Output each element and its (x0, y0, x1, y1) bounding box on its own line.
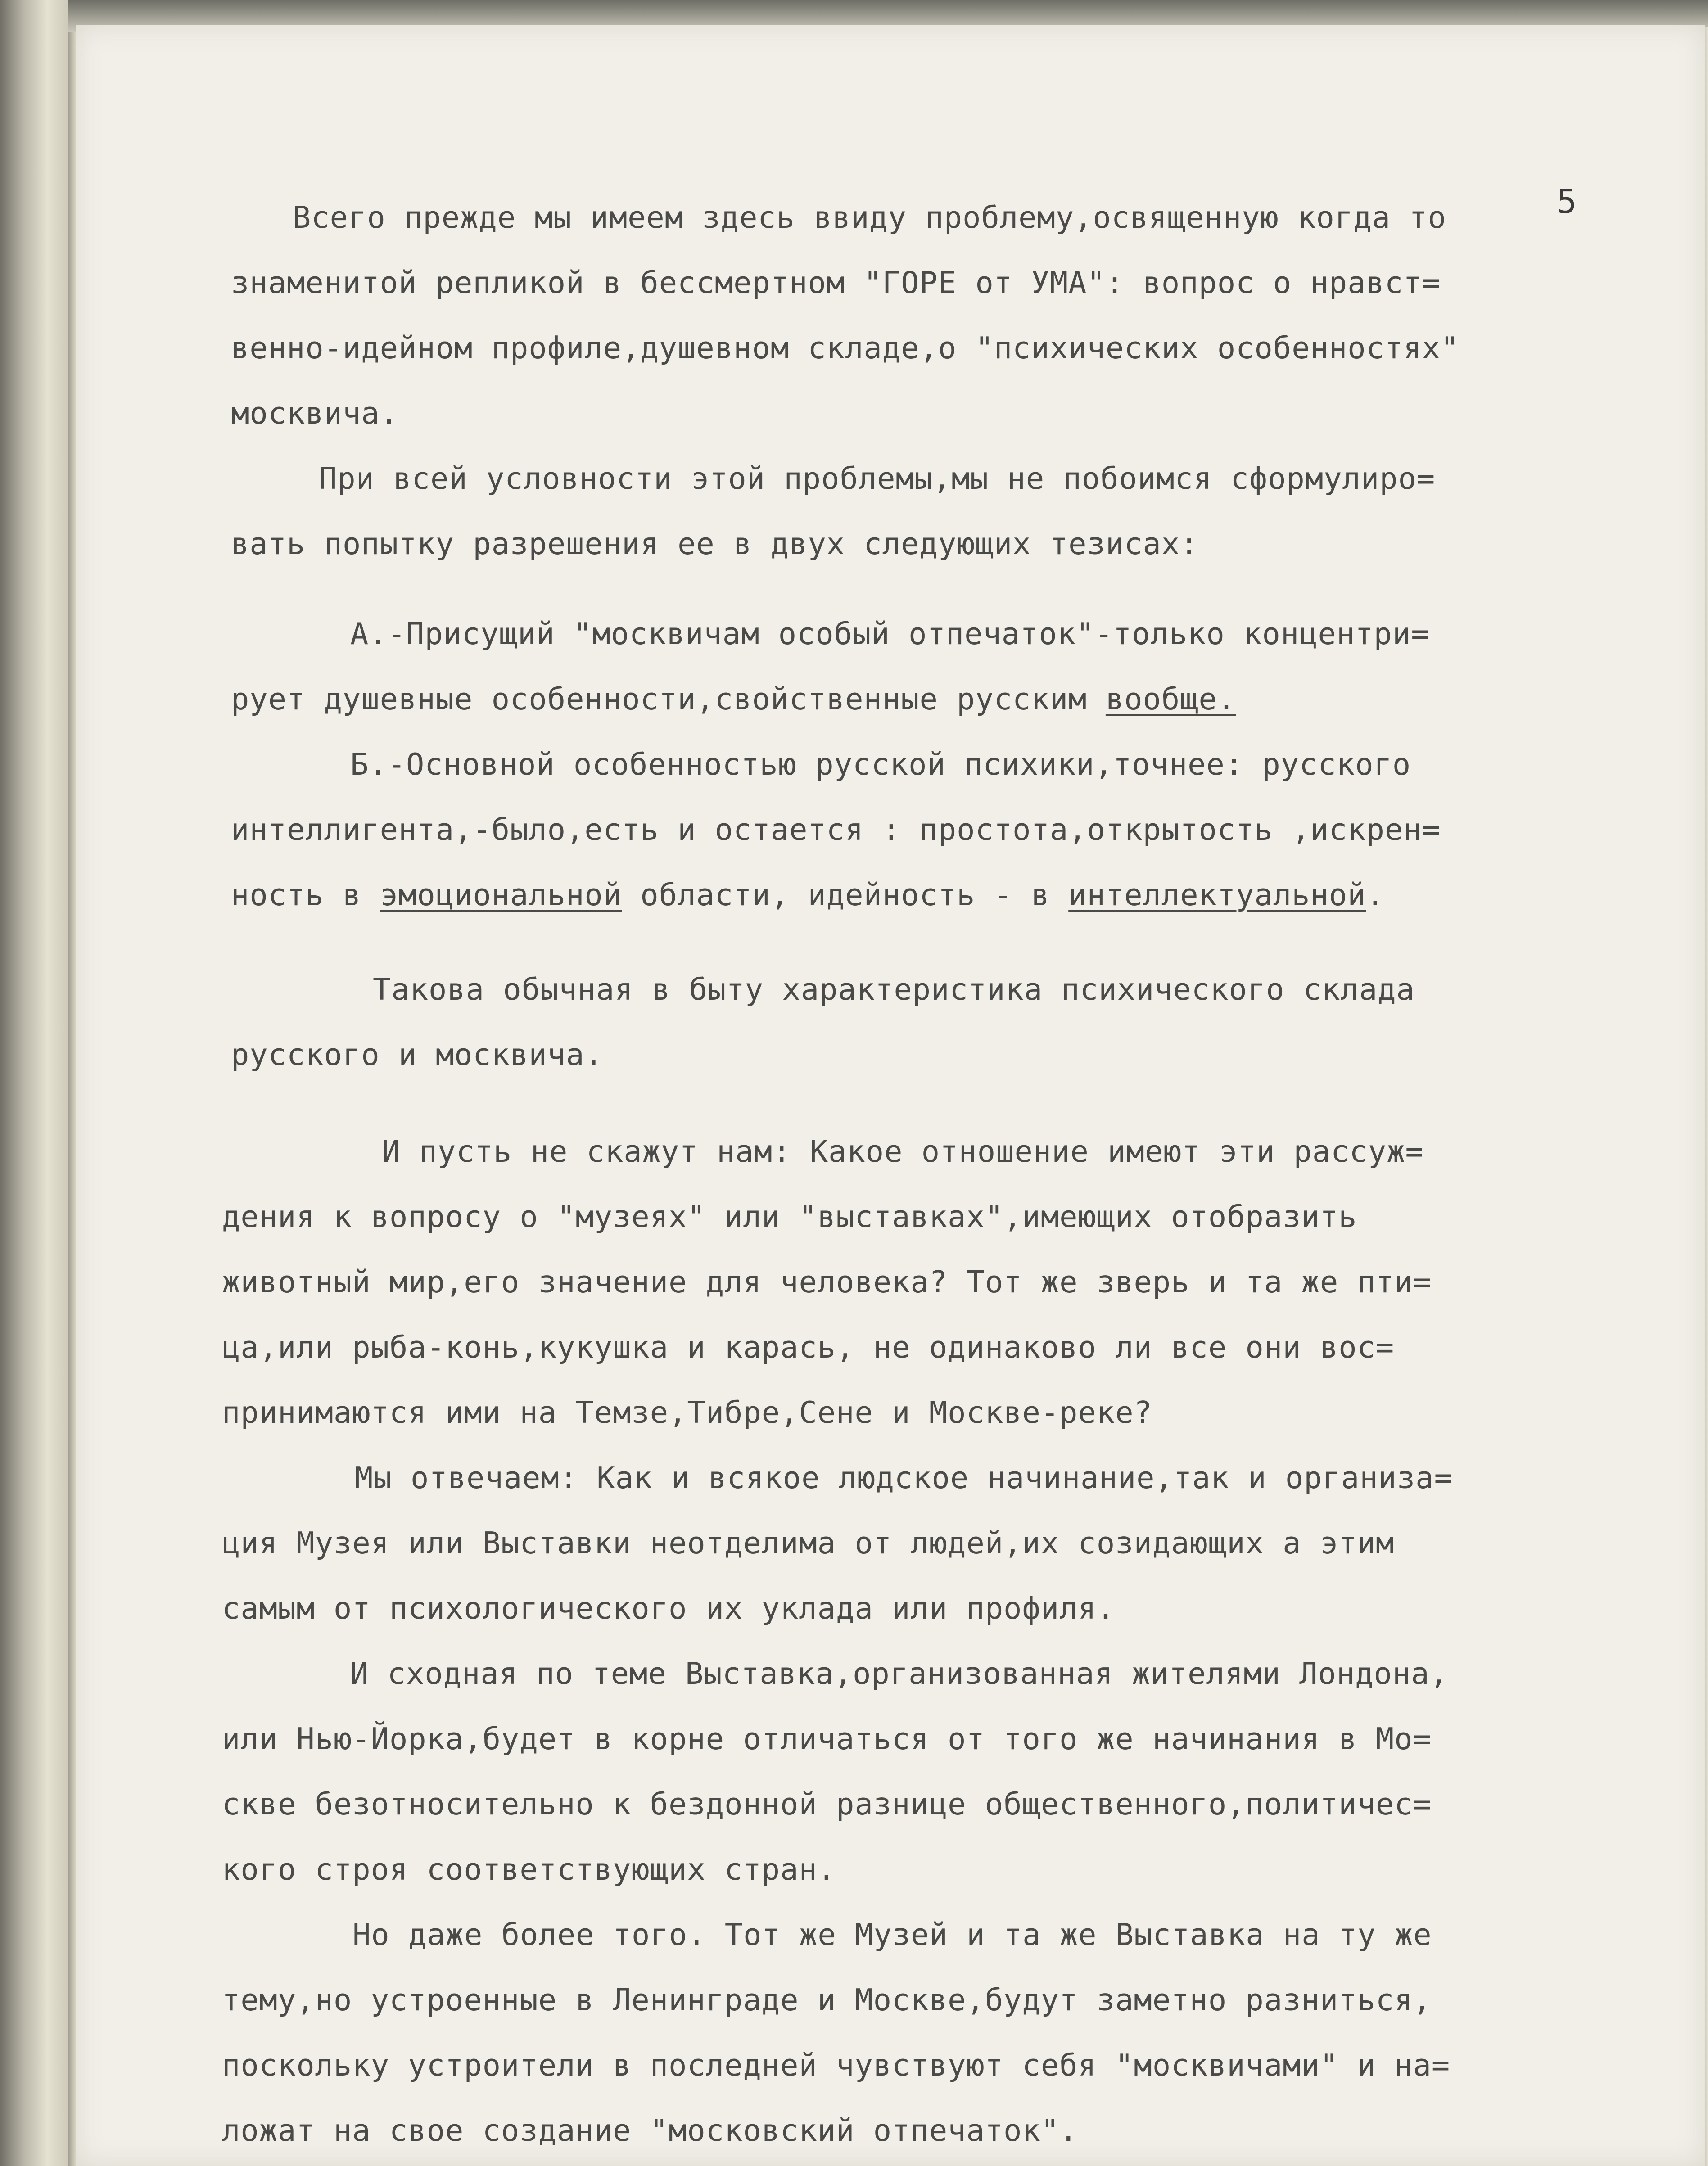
text-line: тему,но устроенные в Ленинграде и Москве,будут заметно разниться, (222, 1982, 1432, 2017)
underlined-word: вообще. (1105, 681, 1236, 717)
text-line: знаменитой репликой в бессмертном "ГОРЕ от УМА": вопрос о нравст= (231, 265, 1441, 300)
text-line: самым от психологического их уклада или профиля. (222, 1591, 1116, 1626)
text-line: животный мир,его значение для человека? Тот же зверь и та же пти= (222, 1264, 1432, 1300)
text-line: или Нью-Йорка,будет в корне отличаться от того же начинания в Мо= (222, 1721, 1432, 1756)
text-line: поскольку устроители в последней чувствуют себя "москвичами" и на= (222, 2048, 1450, 2083)
text-line: ность в эмоциональной области, идейность - в интеллектуальной. (231, 877, 1385, 912)
text-line: рует душевные особенности,свойственные русским вообще. (231, 681, 1236, 717)
text-line: ложат на свое создание "московский отпечаток". (222, 2113, 1078, 2148)
text-line: А.-Присущий "москвичам особый отпечаток"-только концентри= (350, 616, 1430, 651)
text-line: вать попытку разрешения ее в двух следующих тезисах: (231, 526, 1199, 561)
text-line: дения к вопросу о "музеях" или "выставках",имеющих отобразить (222, 1199, 1357, 1234)
text-line: Но даже более того. Тот же Музей и та же Выставка на ту же (352, 1917, 1432, 1952)
text-line: скве безотносительно к бездонной разнице общественного,политичес= (222, 1787, 1432, 1822)
text-line: русского и москвича. (231, 1037, 603, 1072)
text-line: венно-идейном профиле,душевном складе,о "психических особенностях" (231, 330, 1459, 366)
text-line: И пусть не скажут нам: Какое отношение имеют эти рассуж= (382, 1134, 1424, 1169)
page-number: 5 (1557, 182, 1577, 221)
text-line: И сходная по теме Выставка,организованная жителями Лондона, (350, 1656, 1448, 1691)
underlined-word: эмоциональной (380, 877, 622, 912)
text-line: принимаются ими на Темзе,Тибре,Сене и Москве-реке? (222, 1395, 1152, 1430)
text-line: ца,или рыба-конь,кукушка и карась, не одинаково ли все они вос= (222, 1330, 1395, 1365)
text-line: кого строя соответствующих стран. (222, 1852, 836, 1887)
underlined-word: интеллектуальной (1068, 877, 1366, 912)
text-line: Б.-Основной особенностью русской психики,точнее: русского (350, 747, 1411, 782)
binding-edge (68, 0, 76, 2166)
text-line: Мы отвечаем: Как и всякое людское начинание,так и организа= (355, 1460, 1453, 1495)
text-line: При всей условности этой проблемы,мы не побоимся сформулиро= (319, 461, 1436, 496)
text-line: интеллигента,-было,есть и остается : простота,открытость ,искрен= (231, 812, 1441, 847)
typewritten-page (76, 25, 1705, 2166)
text-line: москвича. (231, 396, 399, 431)
text-line: ция Музея или Выставки неотделима от людей,их созидающих а этим (222, 1525, 1395, 1561)
text-line: Всего прежде мы имеем здесь ввиду проблему,освященную когда то (293, 200, 1446, 235)
binding-strip (0, 0, 68, 2166)
text-line: Такова обычная в быту характеристика психического склада (373, 972, 1415, 1007)
